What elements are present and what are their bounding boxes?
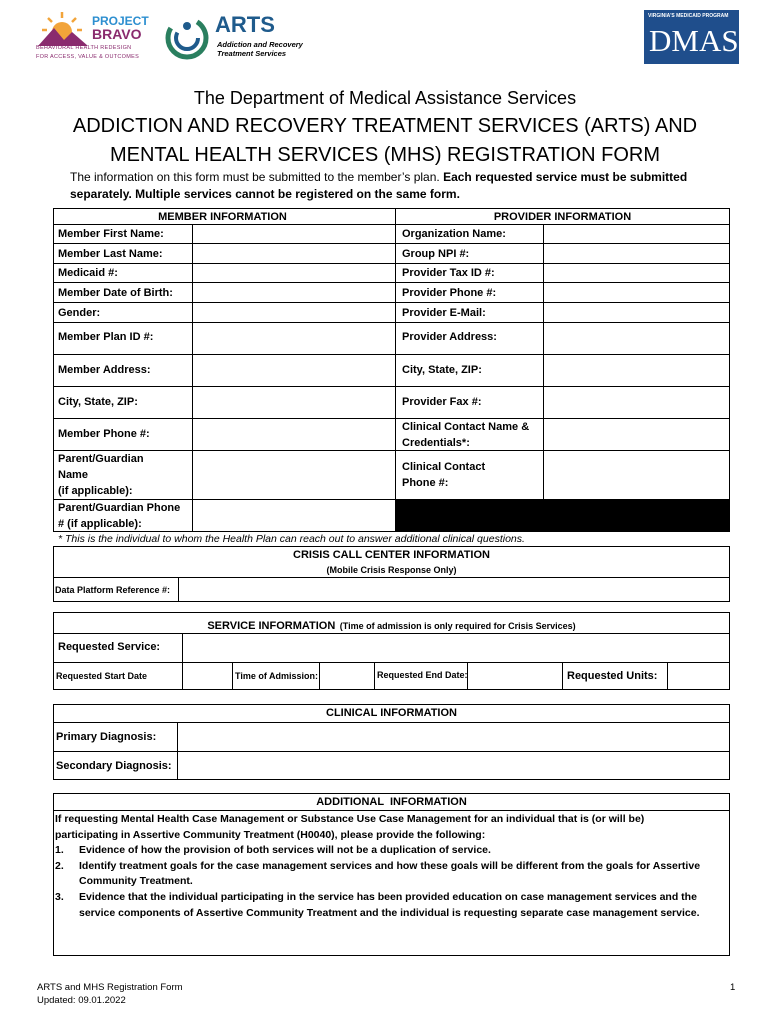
- provider-email-field[interactable]: [545, 304, 728, 320]
- bravo-tag2: FOR ACCESS, VALUE & OUTCOMES: [36, 54, 140, 60]
- member-first-name-field[interactable]: [194, 226, 393, 242]
- provider-header: PROVIDER INFORMATION: [493, 211, 632, 223]
- secondary-diagnosis-field[interactable]: [179, 753, 728, 778]
- guardian-name-label: Parent/Guardian Name (if applicable):: [58, 453, 144, 497]
- provider-phone-field[interactable]: [545, 284, 728, 300]
- arts-swirl-icon: [163, 14, 211, 62]
- member-plan-id-field[interactable]: [194, 324, 393, 352]
- department-title: The Department of Medical Assistance Services: [193, 88, 577, 108]
- end-date-field[interactable]: [469, 664, 560, 688]
- start-date-label: Requested Start Date: [56, 671, 148, 681]
- intro-bold1: Each requested service must be submitted: [443, 170, 688, 184]
- member-phone-label: Member Phone #:: [58, 428, 150, 440]
- dmas-title: DMAS: [649, 23, 739, 58]
- service-header-title: SERVICE INFORMATION: [207, 620, 336, 632]
- provider-fax-label: Provider Fax #:: [402, 396, 482, 408]
- footer-updated: Updated: 09.01.2022: [37, 995, 126, 1006]
- arts-tag2: Treatment Services: [217, 49, 287, 58]
- group-npi-label: Group NPI #:: [402, 248, 470, 260]
- footnote: * This is the individual to whom the Health Plan can reach out to answer additional clinical questions.: [58, 533, 525, 545]
- provider-city-field[interactable]: [545, 356, 728, 384]
- service-header-note: (Time of admission is only required for Crisis Services): [339, 621, 576, 631]
- member-city-field[interactable]: [194, 388, 393, 416]
- org-name-field[interactable]: [545, 226, 728, 242]
- guardian-phone-blank: [395, 499, 730, 532]
- item2-text-a: Identify treatment goals for the case management services and how these goals will be different from the goals for Assertive: [79, 859, 701, 872]
- requested-units-label: Requested Units:: [567, 670, 658, 682]
- arts-tag1: Addiction and Recovery: [217, 40, 303, 49]
- arts-logo: [163, 12, 313, 68]
- clinical-contact-phone-label: Clinical Contact Phone #:: [402, 461, 486, 489]
- provider-address-field[interactable]: [545, 324, 728, 352]
- dmas-logo: [644, 10, 739, 64]
- item1-text: Evidence of how the provision of both services will not be a duplication of service.: [79, 844, 491, 857]
- intro-plain: The information on this form must be submitted to the member’s plan.: [70, 170, 440, 184]
- bravo-line2: BRAVO: [92, 26, 142, 42]
- tax-id-field[interactable]: [545, 265, 728, 281]
- form-title-line2: MENTAL HEALTH SERVICES (MHS) REGISTRATION FORM: [109, 144, 661, 166]
- secondary-diagnosis-label: Secondary Diagnosis:: [56, 760, 172, 772]
- project-bravo-logo: [34, 10, 159, 66]
- group-npi-field[interactable]: [545, 245, 728, 261]
- member-city-label: City, State, ZIP:: [58, 396, 138, 408]
- requested-units-field[interactable]: [669, 664, 728, 688]
- guardian-phone-field[interactable]: [194, 501, 393, 530]
- additional-intro2: participating in Assertive Community Treatment (H0040), please provide the following:: [55, 828, 486, 841]
- bravo-line1: PROJECT: [92, 14, 149, 28]
- dmas-top: VIRGINIA'S MEDICAID PROGRAM: [648, 13, 729, 19]
- service-header: [53, 616, 730, 634]
- item1-number: 1.: [55, 844, 64, 857]
- guardian-name-field[interactable]: [194, 452, 393, 497]
- sun-mountain-icon: [34, 10, 90, 46]
- data-platform-ref-field[interactable]: [180, 579, 728, 600]
- requested-service-field[interactable]: [184, 635, 728, 660]
- time-admission-label: Time of Admission:: [235, 671, 319, 681]
- member-plan-id-label: Member Plan ID #:: [58, 331, 154, 343]
- tax-id-label: Provider Tax ID #:: [402, 267, 495, 279]
- item3-text-a: Evidence that the individual participating in the service has been provided education on case management services and the: [79, 890, 697, 903]
- item3-number: 3.: [55, 890, 64, 903]
- time-admission-field[interactable]: [321, 664, 372, 688]
- member-address-field[interactable]: [194, 356, 393, 384]
- clinical-contact-name-label: Clinical Contact Name & Credentials*:: [402, 421, 530, 449]
- additional-header: ADDITIONAL INFORMATION: [316, 796, 467, 808]
- bravo-tag1: BEHAVIORAL HEALTH REDESIGN: [36, 45, 132, 51]
- clinical-header: CLINICAL INFORMATION: [326, 707, 457, 719]
- additional-intro1: If requesting Mental Health Case Management or Substance Use Case Management for an individual that is (or will be): [55, 813, 645, 825]
- primary-diagnosis-label: Primary Diagnosis:: [56, 731, 157, 743]
- member-header: MEMBER INFORMATION: [158, 211, 287, 223]
- member-first-name-label: Member First Name:: [58, 228, 164, 240]
- provider-city-label: City, State, ZIP:: [402, 364, 482, 376]
- start-date-field[interactable]: [184, 664, 230, 688]
- intro-text: [70, 169, 730, 203]
- data-platform-ref-label: Data Platform Reference #:: [55, 585, 171, 595]
- member-last-name-field[interactable]: [194, 245, 393, 261]
- gender-field[interactable]: [194, 304, 393, 320]
- crisis-header: CRISIS CALL CENTER INFORMATION: [293, 549, 490, 561]
- member-dob-field[interactable]: [194, 284, 393, 300]
- provider-address-label: Provider Address:: [402, 331, 497, 343]
- form-title-line1: ADDICTION AND RECOVERY TREATMENT SERVICES (ARTS) AND: [72, 115, 698, 137]
- additional-body: [55, 812, 730, 921]
- medicaid-label: Medicaid #:: [58, 267, 118, 279]
- member-phone-field[interactable]: [194, 420, 393, 448]
- gender-label: Gender:: [58, 307, 101, 319]
- end-date-label: Requested End Date:: [377, 670, 468, 680]
- item2-number: 2.: [55, 859, 64, 872]
- primary-diagnosis-field[interactable]: [179, 724, 728, 749]
- provider-email-label: Provider E-Mail:: [402, 307, 486, 319]
- provider-phone-label: Provider Phone #:: [402, 287, 497, 299]
- org-name-label: Organization Name:: [402, 228, 506, 240]
- intro-bold2: separately. Multiple services cannot be registered on the same form.: [70, 187, 460, 201]
- clinical-contact-phone-field[interactable]: [545, 452, 728, 497]
- page-number: 1: [730, 982, 736, 993]
- clinical-contact-name-field[interactable]: [545, 420, 728, 448]
- requested-service-label: Requested Service:: [58, 641, 161, 653]
- crisis-sub: (Mobile Crisis Response Only): [326, 565, 457, 575]
- item2-text-b: Community Treatment.: [79, 875, 193, 888]
- medicaid-field[interactable]: [194, 265, 393, 281]
- member-dob-label: Member Date of Birth:: [58, 287, 173, 299]
- member-address-label: Member Address:: [58, 364, 151, 376]
- item3-text-b: service components of Assertive Community Treatment and the individual is requesting separate case management service.: [79, 906, 700, 919]
- arts-title: ARTS: [215, 12, 275, 37]
- provider-fax-field[interactable]: [545, 388, 728, 416]
- footer-form-name: ARTS and MHS Registration Form: [37, 982, 183, 993]
- member-last-name-label: Member Last Name:: [58, 248, 163, 260]
- guardian-phone-label: Parent/Guardian Phone # (if applicable):: [58, 502, 181, 530]
